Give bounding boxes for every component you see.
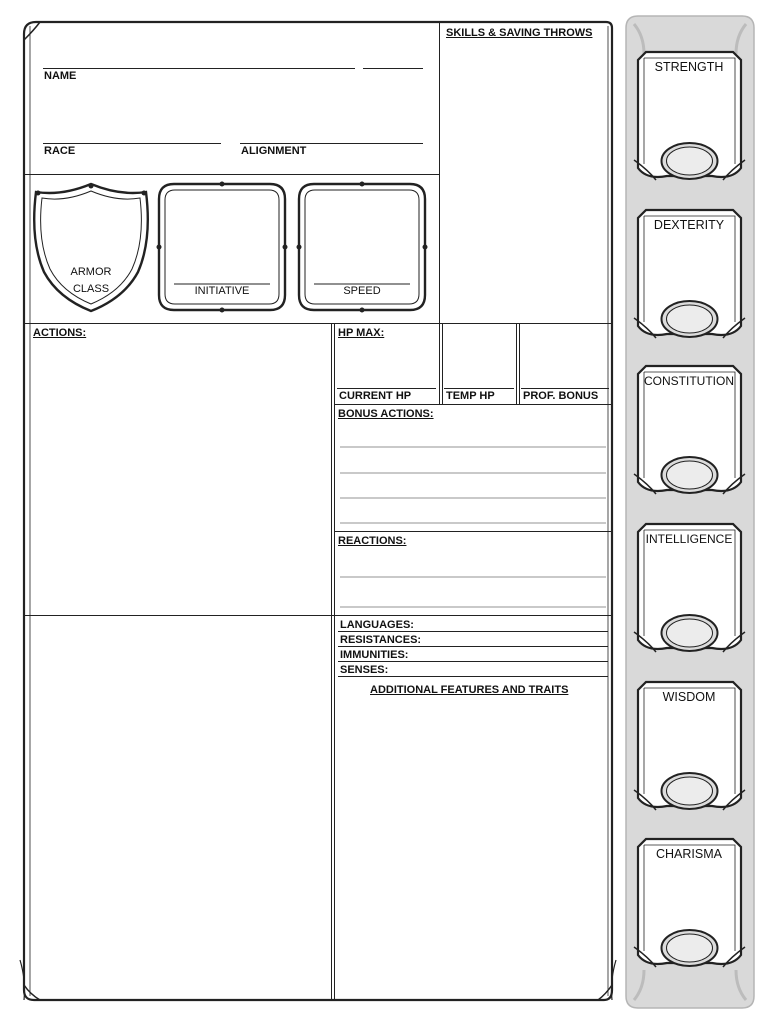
current-hp-label: CURRENT HP <box>339 390 412 402</box>
skills-area[interactable] <box>442 42 608 322</box>
divider-bonus-bottom <box>334 531 612 532</box>
armor-class-label-2: CLASS <box>72 283 110 295</box>
notes-area[interactable] <box>28 620 328 996</box>
divider-hp-1b <box>442 323 443 404</box>
ability-box-intelligence[interactable] <box>632 520 747 660</box>
reactions-label: REACTIONS: <box>338 535 407 547</box>
immunities-line[interactable] <box>338 661 608 662</box>
resistances-line[interactable] <box>338 646 608 647</box>
ability-name-dexterity: DEXTERITY <box>653 218 725 232</box>
ability-name-constitution: CONSTITUTION <box>644 374 734 388</box>
speed-label: SPEED <box>343 285 381 297</box>
ability-box-constitution[interactable] <box>632 362 747 502</box>
level-line[interactable] <box>363 68 423 69</box>
skills-title: SKILLS & SAVING THROWS <box>446 27 593 39</box>
reactions-line[interactable] <box>340 576 606 578</box>
hp-max-label: HP MAX: <box>338 327 385 339</box>
ability-name-charisma: CHARISMA <box>656 847 722 861</box>
ability-box-charisma[interactable] <box>632 835 747 975</box>
additional-features-area[interactable] <box>338 700 608 995</box>
divider-combat <box>24 323 612 324</box>
additional-features-title: ADDITIONAL FEATURES AND TRAITS <box>370 684 569 696</box>
divider-hp-2 <box>516 323 517 404</box>
bonus-actions-line[interactable] <box>340 522 606 524</box>
prof-bonus-line[interactable] <box>521 388 609 389</box>
race-label: RACE <box>44 145 76 157</box>
bonus-actions-line[interactable] <box>340 472 606 474</box>
immunities-label: IMMUNITIES: <box>340 649 409 661</box>
bonus-actions-label: BONUS ACTIONS: <box>338 408 434 420</box>
resistances-label: RESISTANCES: <box>340 634 422 646</box>
alignment-line[interactable] <box>240 143 423 144</box>
initiative-label: INITIATIVE <box>194 285 250 297</box>
ability-box-strength[interactable] <box>632 48 747 188</box>
temp-hp-line[interactable] <box>444 388 514 389</box>
name-line[interactable] <box>43 68 355 69</box>
senses-line[interactable] <box>338 676 608 677</box>
languages-line[interactable] <box>338 631 608 632</box>
languages-label: LANGUAGES: <box>340 619 414 631</box>
divider-actions-bottom <box>24 615 612 616</box>
divider-middle-b <box>334 323 335 1000</box>
divider-hp-1 <box>439 323 440 404</box>
bonus-actions-line[interactable] <box>340 497 606 499</box>
ability-name-intelligence: INTELLIGENCE <box>645 532 733 546</box>
divider-header <box>24 174 440 175</box>
ability-box-wisdom[interactable] <box>632 678 747 818</box>
divider-middle-a <box>331 323 332 1000</box>
actions-label: ACTIONS: <box>33 327 87 339</box>
ability-box-dexterity[interactable] <box>632 206 747 346</box>
temp-hp-label: TEMP HP <box>446 390 495 402</box>
senses-label: SENSES: <box>340 664 389 676</box>
bonus-actions-line[interactable] <box>340 446 606 448</box>
actions-area[interactable] <box>28 342 328 612</box>
name-label: NAME <box>44 70 77 82</box>
divider-hp-2b <box>519 323 520 404</box>
prof-bonus-label: PROF. BONUS <box>523 390 599 402</box>
alignment-label: ALIGNMENT <box>241 145 307 157</box>
current-hp-line[interactable] <box>337 388 436 389</box>
ability-name-strength: STRENGTH <box>654 60 724 74</box>
armor-class-label-1: ARMOR <box>70 266 112 278</box>
race-line[interactable] <box>43 143 221 144</box>
reactions-line[interactable] <box>340 606 606 608</box>
ability-name-wisdom: WISDOM <box>662 690 716 704</box>
divider-skills <box>439 22 440 324</box>
divider-hp-bottom <box>334 404 612 405</box>
